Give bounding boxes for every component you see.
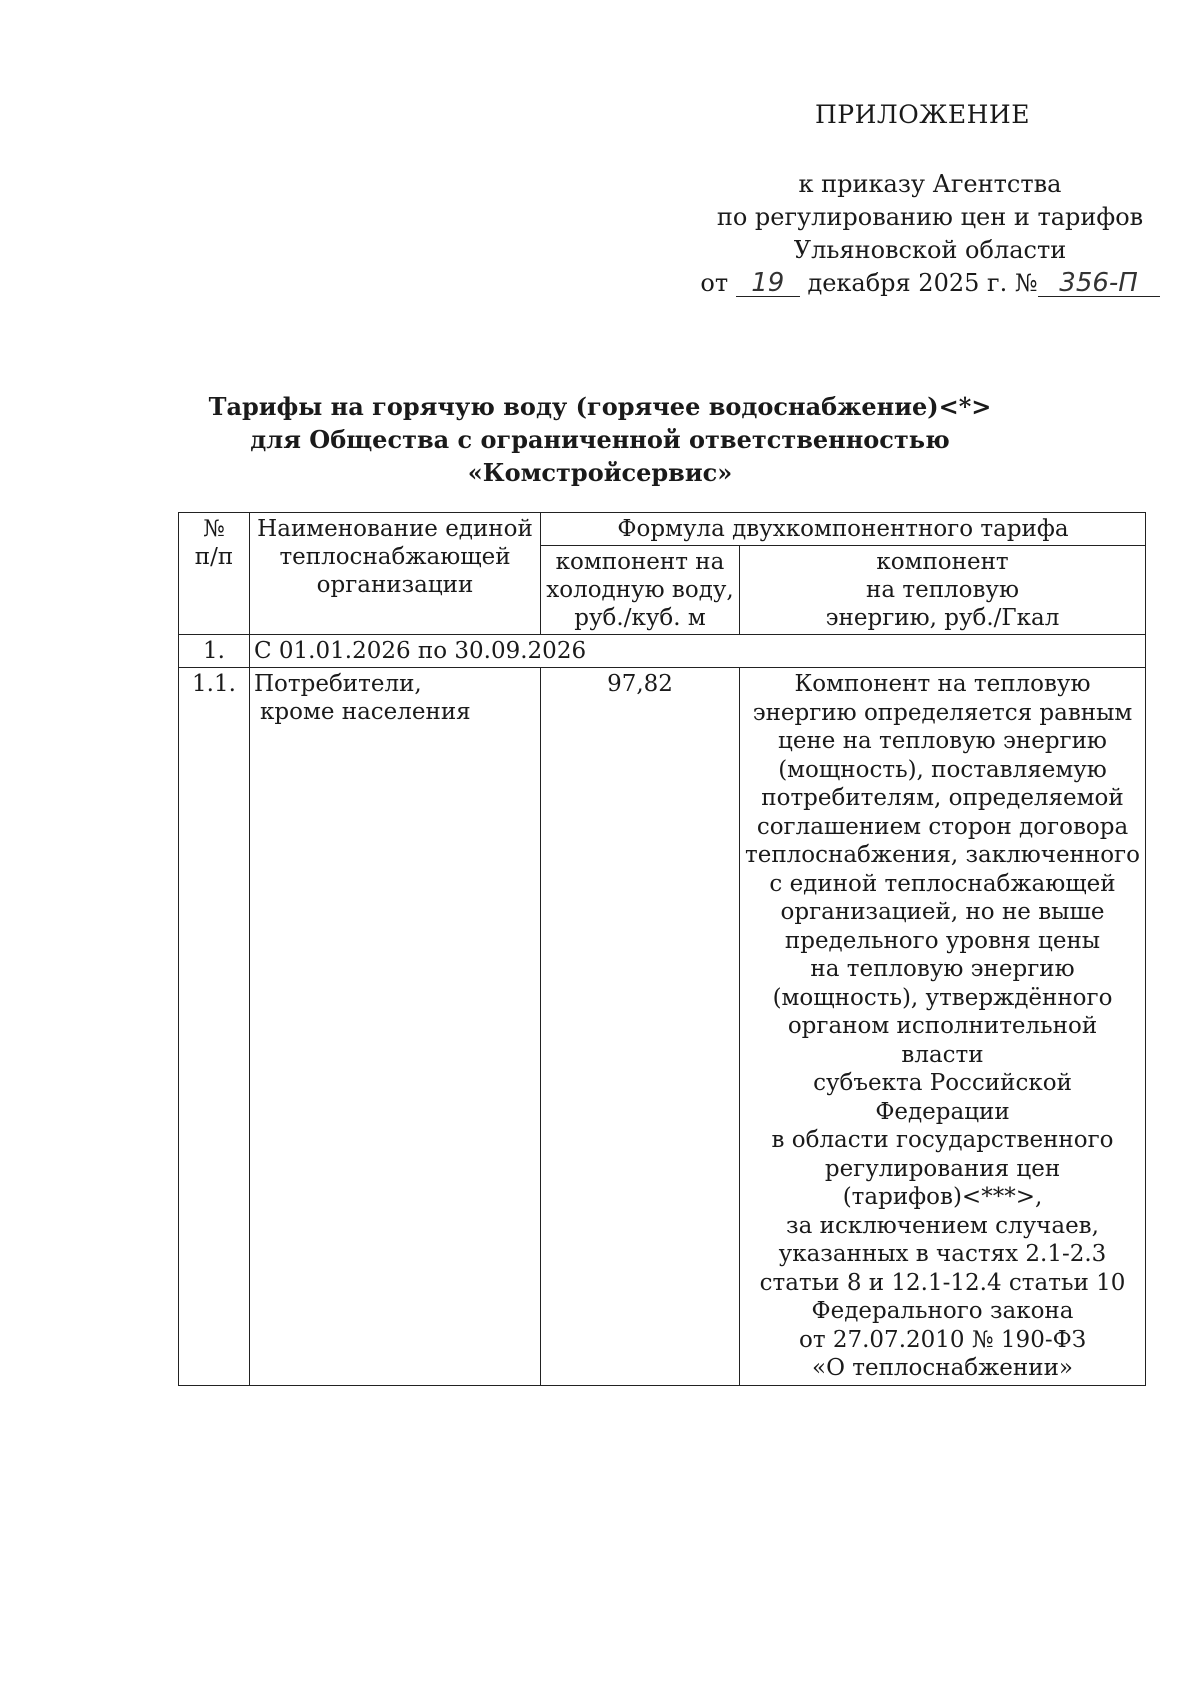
data-row-cold-value: 97,82 (541, 668, 740, 1386)
heat-component-line: (мощность), утверждённого (772, 984, 1113, 1011)
header-num-line-2: п/п (194, 544, 234, 570)
order-middle: декабря 2025 г. № (807, 269, 1038, 297)
heat-component-line: от 27.07.2010 № 190-ФЗ (798, 1326, 1087, 1353)
header-cold-line-2: холодную воду, (546, 577, 734, 603)
title-line-2: для Общества с ограниченной ответственностью «Комстройсервис» (250, 425, 950, 487)
header-row-1 (179, 513, 1146, 546)
heat-component-line: «О теплоснабжении» (812, 1355, 1073, 1381)
tariff-table (178, 512, 1146, 1386)
to-order-line: к приказу Агентства (798, 170, 1062, 198)
header-heat-line-3: энергию, руб./Гкал (825, 605, 1060, 631)
period-row-num: 1. (179, 635, 250, 668)
order-day-handwritten: 19 (736, 270, 800, 297)
header-name-line-1: Наименование единой (257, 516, 533, 542)
heat-component-line: на тепловую энергию (810, 956, 1075, 982)
header-cold-line-3: руб./куб. м (574, 605, 706, 631)
data-row-heat-component (740, 668, 1146, 1386)
heat-component-line: теплоснабжения, заключенного (745, 842, 1140, 868)
heat-component-line: статьи 8 и 12.1-12.4 статьи 10 (759, 1269, 1126, 1296)
header-num (179, 513, 250, 635)
heat-component-line: (мощность), поставляемую (778, 756, 1107, 783)
document-title (120, 390, 1080, 489)
period-row-period: С 01.01.2026 по 30.09.2026 (250, 635, 1146, 668)
region-line: Ульяновской области (793, 236, 1067, 264)
heat-component-line: с единой теплоснабжающей (769, 870, 1116, 897)
title-line-1: Тарифы на горячую воду (горячее водоснабжение)<*> (208, 392, 992, 421)
agency-line: по регулированию цен и тарифов (716, 203, 1144, 231)
header-formula: Формула двухкомпонентного тарифа (541, 513, 1146, 546)
header-num-line-1: № (203, 516, 225, 542)
header-name-line-2: теплоснабжающей (279, 544, 511, 570)
heat-component-line: энергию определяется равным (752, 699, 1133, 726)
heat-component-line: субъекта Российской Федерации (813, 1070, 1072, 1125)
table-row (179, 668, 1146, 1386)
data-row-num: 1.1. (179, 668, 250, 1386)
heat-component-line: в области государственного (771, 1127, 1114, 1153)
header-heat-energy (740, 546, 1146, 635)
heat-component-line: (тарифов)<***>, (842, 1184, 1043, 1210)
heat-component-line: Компонент на тепловую (794, 671, 1091, 697)
order-prefix: от (700, 269, 729, 297)
heat-component-line: Федерального закона (811, 1298, 1074, 1324)
heat-component-text (744, 670, 1141, 1383)
heat-component-line: организацией, но не выше (780, 899, 1105, 925)
heat-component-line: соглашением сторон договора (756, 813, 1129, 840)
header-cold-line-1: компонент на (555, 549, 725, 575)
appendix-title: ПРИЛОЖЕНИЕ (815, 100, 1030, 129)
data-row-name-line-1: Потребители, (254, 671, 422, 697)
order-line (690, 267, 1170, 300)
header-cold-water (541, 546, 740, 635)
heat-component-line: цене на тепловую энергию (778, 728, 1107, 754)
header-name (250, 513, 541, 635)
order-number-handwritten: 356-П (1038, 270, 1160, 297)
heat-component-line: за исключением случаев, (786, 1212, 1099, 1239)
header-name-line-3: организации (316, 572, 474, 598)
heat-component-line: органом исполнительной власти (787, 1013, 1098, 1068)
header-heat-line-1: компонент (876, 549, 1009, 575)
heat-component-line: указанных в частях 2.1-2.3 (778, 1241, 1107, 1267)
data-row-name (250, 668, 541, 1386)
data-row-name-line-2: кроме населения (260, 699, 471, 725)
heat-component-line: потребителям, определяемой (761, 785, 1124, 811)
heat-component-line: предельного уровня цены (784, 927, 1101, 954)
header-heat-line-2: на тепловую (866, 577, 1019, 603)
heat-component-line: регулирования цен (824, 1155, 1061, 1182)
appendix-reference (690, 168, 1170, 300)
period-row (179, 635, 1146, 668)
